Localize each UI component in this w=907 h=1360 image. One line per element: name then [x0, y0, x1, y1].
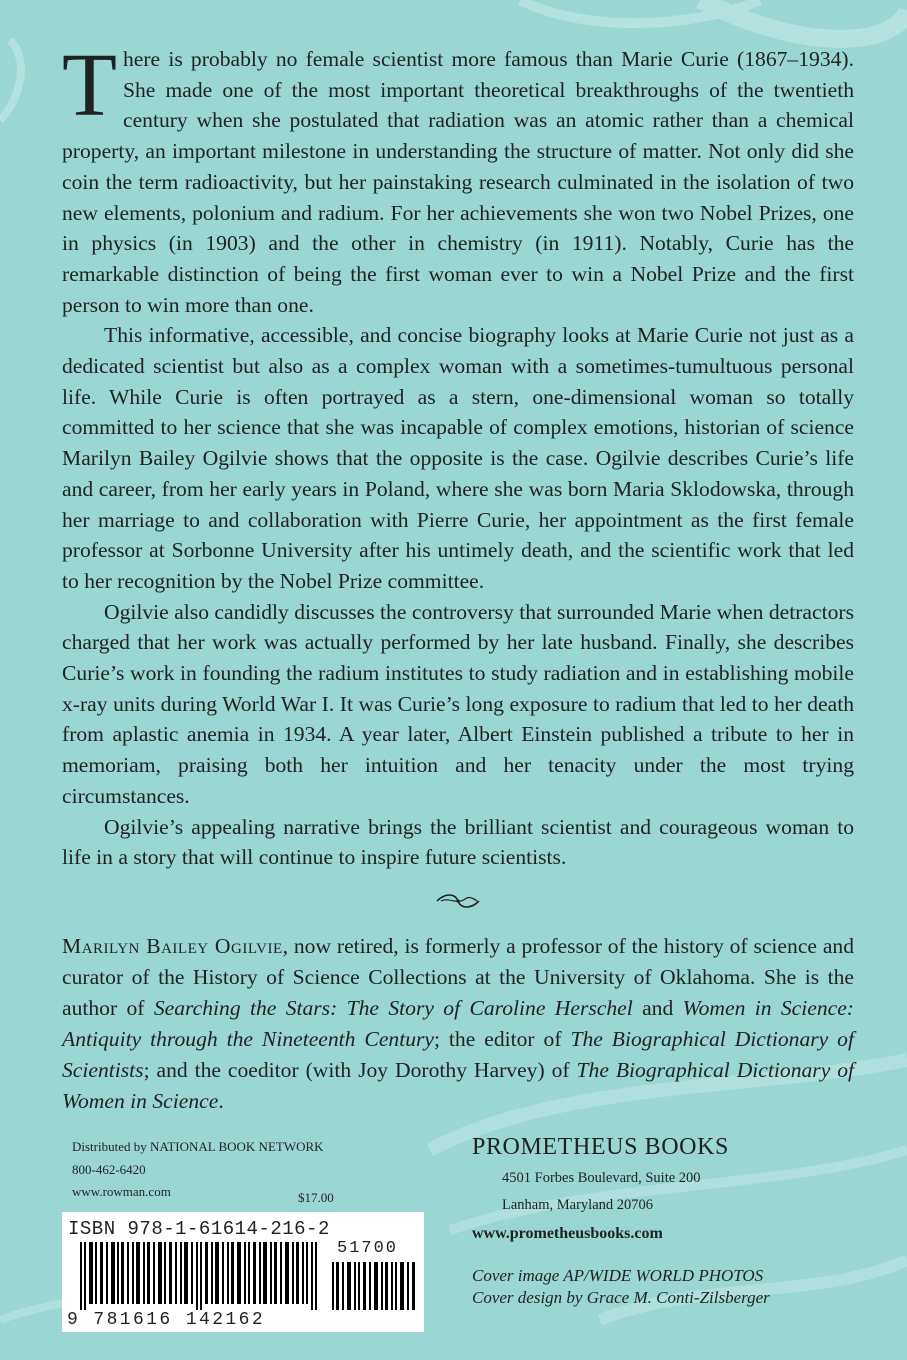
drop-cap: T	[62, 36, 117, 135]
publisher-name: PROMETHEUS BOOKS	[472, 1134, 729, 1160]
book-title: Searching the Stars: The Story of Caroline Herschel	[153, 995, 633, 1020]
book-title: Women in Science: Antiquity through the Nineteenth Century	[62, 995, 854, 1051]
price: $17.00	[298, 1190, 334, 1205]
cover-design-credit: Cover design by Grace M. Conti-Zilsberger	[472, 1288, 770, 1307]
distribution-info	[72, 1136, 324, 1204]
book-title: The Biographical Dictionary of Scientists	[62, 1026, 854, 1082]
barcode	[62, 1212, 424, 1332]
publisher-info	[472, 1134, 770, 1309]
author-bio: Marilyn Bailey Ogilvie, now retired, is formerly a professor of the history of science and curator of the History of Science Collections at the University of Oklahoma. She is the author of Searching the Stars: The Story of Caroline Herschel and Women in Science: Antiquity through the Nineteenth Century; the editor of The Biographical Dictionary of Scientists; and the coeditor (with Joy Dorothy Harvey) of The Biographical Dictionary of Women in Science.	[62, 933, 854, 1113]
barcode-bars	[80, 1242, 325, 1310]
description-paragraph-1: There is probably no female scientist more famous than Marie Curie (1867–1934). She made one of the most important theoretical breakthroughs of the twentieth century when she postulated that radiation was an atomic rather than a chemical property, an important milestone in understanding the structure of matter. Not only did she coin the term radioactivity, but her painstaking research culminated in the isolation of two new elements, polonium and radium. For her achievements she won two Nobel Prizes, one in physics (in 1903) and the other in chemistry (in 1911). Notably, Curie has the remarkable distinction of being the first woman ever to win a Nobel Prize and the first person to win more than one.	[62, 36, 854, 317]
distributor-phone: 800-462-6420	[72, 1161, 146, 1177]
description-paragraph-2: This informative, accessible, and concise biography looks at Marie Curie not just as a dedicated scientist but also as a complex woman with a sometimes-tumultuous personal life. While Curie is often portrayed as a stern, one-dimensional woman so totally committed to her science that she was incapable of complex emotions, historian of science Marilyn Bailey Ogilvie shows that the opposite is the case. Ogilvie describes Curie’s life and career, from her early years in Poland, where she was born Maria Sklodowska, through her marriage to and collaboration with Pierre Curie, her appointment as the first female professor at Sorbonne University after his untimely death, and the scientific work that led to her recognition by the Nobel Prize committee.	[62, 323, 854, 593]
publisher-url: www.prometheusbooks.com	[472, 1225, 663, 1242]
barcode-supplement-number: 51700	[337, 1239, 399, 1258]
book-title: The Biographical Dictionary of Women in Science	[62, 1057, 854, 1113]
author-name: Marilyn Bailey Ogilvie	[62, 933, 283, 958]
ornament-divider-icon	[62, 891, 854, 915]
publisher-address: 4501 Forbes Boulevard, Suite 200 Lanham, Maryland 20706	[502, 1170, 701, 1213]
back-cover-text	[62, 36, 854, 1117]
barcode-digits: 9 781616 142162	[67, 1310, 266, 1330]
description-paragraph-3: Ogilvie also candidly discusses the controversy that surrounded Marie when detractors charged that her work was actually performed by her late husband. Finally, she describes Curie’s work in founding the radium institutes to study radiation and in establishing mobile x-ray units during World War I. It was Curie’s long exposure to radium that led to her death from aplastic anemia in 1934. A year later, Albert Einstein published a tribute to her in memoriam, praising both her intuition and her tenacity under the most trying circumstances.	[62, 599, 854, 808]
isbn-label: ISBN 978-1-61614-216-2	[68, 1218, 330, 1240]
distributor: Distributed by NATIONAL BOOK NETWORK	[72, 1139, 324, 1154]
cover-image-credit: Cover image AP/WIDE WORLD PHOTOS	[472, 1266, 764, 1285]
description-paragraph-4: Ogilvie’s appealing narrative brings the brilliant scientist and courageous woman to life in a story that will continue to inspire future scientists.	[62, 814, 854, 870]
cover-credits	[472, 1265, 770, 1309]
distributor-url: www.rowman.com	[72, 1184, 171, 1199]
